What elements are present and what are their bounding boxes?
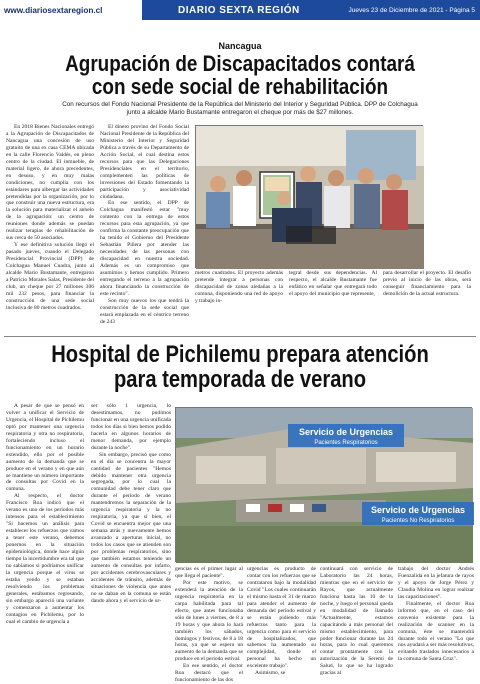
article1-subhead-line2: junto a alcalde Mario Bustamante entregaron el cheque por más de $27 millones. xyxy=(126,108,354,116)
article1-column-3 xyxy=(195,270,283,305)
article2-column-6 xyxy=(398,566,474,663)
dateline: Jueves 23 de Diciembre de 2021 - Página 5 xyxy=(348,6,475,14)
hospital-aerial-photo-image xyxy=(176,408,473,563)
article1-subhead-line1: Con recursos del Fondo Nacional Presidente de la República del Ministerio del Interior y Seguridad Pública. DPP de Colchagua xyxy=(62,101,418,108)
article2-headline-line2: para temporada de verano xyxy=(113,366,367,393)
article2-col2-para2: Sin embargo, precisó que como en el día se concentra la mayor cantidad de pacientes "Hemos debido mantener otra urgencia segregada, por lo cual la comunidad debe tener claro que durante el período de verano mantendremos la separación de la urgencia respiratoria y la no respiratoria, ya que sí bien, el Covid se encuentra mejor que una semana atrás y nuevamente hemos avanzado a aperturas inicial, no todos los casos que se atienden son por problemas respiratorios, sino que también estamos teniendo un aumento de consultas por infarto, por accidentes cerebrovasculares y accidentes de tránsito, además de situaciones de violencia que antes no se daban en la comuna se están dando ahora y el servicio de ur- xyxy=(91,451,171,604)
article2-col3-para1: gencias es el primer lugar al que llega el paciente". xyxy=(175,566,243,579)
article2-col6-para2: Finalmente, el doctor Roa informó que, en el caso del convenio existente para la realización de scanner en la comuna, éste se mantendrá durante todo el verano "Lo que nos ayudará a ser más resolutivos, evitando traslados innecesarios a la comuna de Santa Cruz". xyxy=(398,600,474,663)
article1-photo-cheque-delivery xyxy=(195,125,423,268)
article1-column-1 xyxy=(6,124,94,312)
article2-column-2 xyxy=(91,403,171,605)
article2-col4-para2: Asimismo, se xyxy=(255,670,286,677)
article1-kicker: Nancagua xyxy=(218,41,262,51)
article1-col2-para1: El dinero provino del Fondo Social Nacional Presidente de la República del Ministerio del Interior y Seguridad Pública a través de su Departamento de Acción Social, el cual destina estos recursos para que las Delegaciones Presidenciales en el territorio, complementen las políticas de inversiones del Estado fomentando la participación y asociatividad ciudadana. xyxy=(100,124,189,200)
page-header xyxy=(0,0,480,20)
article1-col2-para2: En ese sentido, el DPP de Colchagua manifestó estar "muy contento con la entrega de estos recursos para esta agrupación, ya que confirma la constante preocupación que ha tenido el Gobierno del Presidente Sebastián Piñera por atender las necesidades de las personas con discapacidad en nuestra sociedad. Además es un compromiso que asumimos y hemos cumplido. Primero entregando el terreno a la agrupación ahora financiando la construcción de este recinto". xyxy=(100,200,189,297)
article2-photo-hospital xyxy=(175,407,472,562)
sign-non-respiratory-subtitle: Pacientes No Respiratorios xyxy=(381,518,455,524)
article1-col1-para2: Y ese definitiva solución llegó el pasado jueves, cuando el Delegado Presidencial Provincial (DPP) de Colchagua Manuel Cuadra, junto al alcalde Mario Bustamante, entregaron a Patricio Morales Salas, Presidente del club, un cheque por 27 millones 306 mil 232 pesos, para financiar la construcción de una sede social inclusiva de 80 metros cuadrados. xyxy=(6,242,94,311)
article2-col6-para1: trabajo del doctor Andrés Fuenzalida en la jefatura de rayos y el apoyo de Jorge Pérez y Claudia Molina en lograr realizar las capacitaciones". xyxy=(398,566,474,600)
article1-col5-text: para desarrollar el proyecto. El desafío previo al inicio de las obras, será conseguir financiamiento para la demolición de la actual estructura. xyxy=(383,270,471,297)
sign-respiratory-title: Servicio de Urgencias xyxy=(298,427,394,437)
article1-headline-line1: Agrupación de Discapacitados contará xyxy=(65,51,415,76)
article-divider xyxy=(4,336,476,337)
article2-col3-para3: En ese sentido, el doctor Roa destacó que el funcionamiento de las dos xyxy=(175,663,243,684)
article2-column-1 xyxy=(6,403,84,626)
article1-col2-para3: Son muy nuevos los que tendrá la construcción de la sede social que estará emplazada en el céntrico terreno de 243 xyxy=(100,297,189,325)
masthead-title: DIARIO SEXTA REGIÓN xyxy=(178,4,300,16)
article1-column-4 xyxy=(289,270,377,298)
article2-column-4 xyxy=(247,566,316,677)
article2-column-5 xyxy=(320,566,393,677)
article1-col3-text: metros cuadrados. El proyecto además pretende integrar a personas con discapacidad de zonas aledañas a la comuna, disponiendo una red de apoyo y trabajo in- xyxy=(195,270,283,304)
article1-col4-text: tegral desde sus dependencias. Al respecto, el alcalde Bustamante fue enfático en señalar que entregará todo el apoyo del municipio que represente, xyxy=(289,270,377,297)
article1-column-2 xyxy=(100,124,189,326)
article2-col4-para1: urgencias es producto de contar con los refuerzos que se contrataron bajo la modalidad Covid "Los cuales continuarán el mismo hasta el 31 de marzo para atender el aumento de demanda del período estival y se están pidiendo más refuerzos tanto para la urgencia como para el servicio de hospitalizados, que sabemos ha aumentado su complejidad, donde el personal ha hecho un excelente trabajo". xyxy=(247,566,316,670)
article2-col1-para2: Al respecto, el doctor Francisco Roa indicó que el verano es uno de los periodos más intensos para el establecimiento "Si hacemos un análisis para establecer los refuerzos que vamos a tener este verano, debemos ponernos en la situación epidemiológica, donde hace algún tiempo la incertidumbre era tal que no sabíamos si podríamos unificar la urgencia porque el virus se estaba yendo y se estaban resolviendo los problemas generales, estábamos regresando, sin embargo apareció una variante y comenzaron a aumentar los contagios en Pichilemu, por lo cual el cambio de urgencia a xyxy=(6,493,84,625)
sign-non-respiratory-title: Servicio de Urgencias xyxy=(370,505,466,515)
sign-respiratory-subtitle: Pacientes Respiratorios xyxy=(314,440,378,446)
article2-column-3 xyxy=(175,566,243,684)
article1-subhead xyxy=(35,101,445,117)
article2-col2-para1: ser sólo 1 urgencia, lo desestimamos, no pudimos funcionar en una urgencia unificada todos los días si bien hemos podido hacerla en algunos horarios de menor demanda, por ejemplo durante la noche". xyxy=(91,403,171,451)
article2-col3-para2: Por este motivo, se extenderá la atención de la urgencia respiratoria en la carpa habilitada para tal efecto, que antes funcionaba sólo de lunes a viernes, de 8 a 19 horas y que ahora lo hará también los sábados, domingos y festivos, de 8 a 18 horas, ya que se espera un aumento de la demanda que se produce en el periodo estival. xyxy=(175,579,243,663)
article1-headline-line2: con sede social de rehabilitación xyxy=(91,74,389,99)
article2-col5-para1: continuará con servicio de Laboratorio las 24 horas, mientras que en el servicio de Rayos, que actualmente funciona hasta las 10 de la noche, y luego el personal queda en modalidad de llamado "Actualmente, estamos capacitando a más personal del mismo establecimiento, para poder funcionar durante las 24 horas, para lo cual queremos contar prontamente con la autorización de la Seremi de Salud, lo que se ha logrado gracias al xyxy=(320,566,393,677)
article2-col1-para1: A pesar de que se pensó en volver a unificar el Servicio de Urgencia, el Hospital de Pichilemu optó por mantener una urgencia respiratoria y otra no respiratoria, fortaleciendo incluso el funcionamiento en un horario extendido, ello por el posible aumento de la demanda que se produce en el verano y en que aún se mantiene un número importante de consultas por Covid en la comuna. xyxy=(6,403,84,493)
article1-column-5 xyxy=(383,270,471,298)
article2-headline-line1: Hospital de Pichilemu prepara atención xyxy=(51,341,429,368)
article1-col1-para1: En 2018 Bienes Nacionales entregó a la Agrupación de Discapacitados de Nancagua una concesión de uso gratuito de una ex casa CEMA ubicada en la calle Florencio Valdés, en pleno centro de la ciudad. El inmueble, de material ligero, de ahora precedentes, en desuso, y en muy malas condiciones, no cumplía con los estándares para albergar las actividades pretendidas por la organización, por lo que construir una nueva estructura, era la solución para materializar el anhelo de la agrupación: un centro de reuniones donde además se puedan realizar terapias de rehabilitación de sus cerca de 50 asociados. xyxy=(6,124,94,242)
masthead-bar xyxy=(142,0,480,20)
site-url: www.diariosextaregion.cl xyxy=(0,0,142,20)
cheque-delivery-photo-image xyxy=(196,126,424,269)
